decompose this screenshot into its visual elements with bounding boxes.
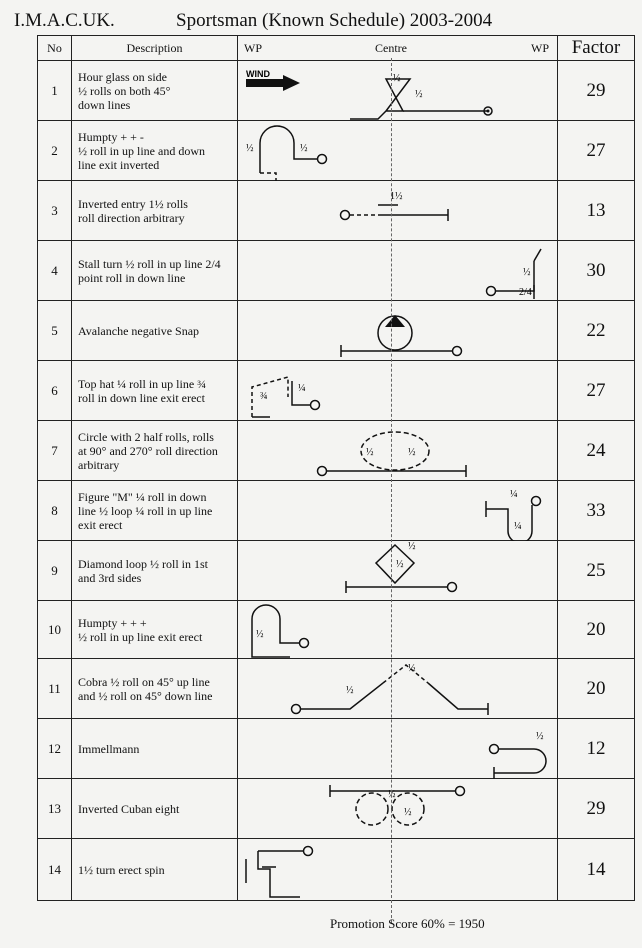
figure-description <box>72 361 238 421</box>
figure-diagram <box>238 541 558 601</box>
figure-diagram <box>238 481 558 541</box>
exit-circle <box>292 705 301 714</box>
figure-diagram <box>238 361 558 421</box>
figure-diagram <box>238 61 558 121</box>
description-line: point roll in down line <box>78 270 186 285</box>
roll-label: ½ <box>408 447 416 458</box>
figure-number: 7 <box>38 421 72 481</box>
description-line: line ½ loop ¼ roll in up line <box>78 503 213 518</box>
figure-number: 9 <box>38 541 72 601</box>
table-row <box>38 301 635 361</box>
col-wp-left: WP <box>244 41 262 55</box>
figure-description <box>72 541 238 601</box>
figure-description <box>72 421 238 481</box>
figure-factor: 20 <box>558 659 635 719</box>
roll-label: ½ <box>536 731 544 742</box>
figure-number: 5 <box>38 301 72 361</box>
exit-circle <box>453 347 462 356</box>
figure-diagram <box>238 241 558 301</box>
description-line: ½ roll in up line exit erect <box>78 629 203 644</box>
figure-factor: 29 <box>558 61 635 121</box>
description-line: Avalanche negative Snap <box>78 323 200 338</box>
figure-drawing <box>238 659 558 719</box>
exit-circle <box>532 497 541 506</box>
figure-factor: 27 <box>558 121 635 181</box>
figure-factor: 33 <box>558 481 635 541</box>
table-row <box>38 779 635 839</box>
description-line: exit erect <box>78 517 123 532</box>
roll-label: ¼ <box>514 521 522 532</box>
roll-label: ½ <box>346 685 354 696</box>
figure-factor: 30 <box>558 241 635 301</box>
figure-factor: 14 <box>558 839 635 901</box>
figure-half-loop <box>534 749 546 773</box>
figure-description <box>72 241 238 301</box>
figure-drawing <box>238 301 558 361</box>
exit-circle <box>300 639 309 648</box>
figure-diagram <box>238 181 558 241</box>
roll-label: 1½ <box>390 191 403 202</box>
figure-drawing <box>238 601 558 659</box>
figure-diagram <box>238 121 558 181</box>
exit-circle <box>490 745 499 754</box>
exit-circle <box>341 211 350 220</box>
figure-number: 3 <box>38 181 72 241</box>
figure-factor: 12 <box>558 719 635 779</box>
table-row <box>38 241 635 301</box>
roll-label: ½ <box>404 807 412 818</box>
description-line: Humpty + + + <box>78 615 147 630</box>
figure-description <box>72 481 238 541</box>
figure-cobra-down <box>428 683 488 709</box>
roll-label: ½ <box>415 89 423 100</box>
figure-tophat <box>252 377 288 417</box>
figure-number: 11 <box>38 659 72 719</box>
figure-spin <box>258 851 270 889</box>
exit-circle <box>318 467 327 476</box>
figure-number: 4 <box>38 241 72 301</box>
figure-drawing <box>238 541 558 601</box>
roll-label: ½ <box>523 267 531 278</box>
description-line: Humpty + + - <box>78 129 144 144</box>
figure-drawing <box>238 719 558 779</box>
table-row <box>38 361 635 421</box>
figure-cobra-up <box>300 683 383 709</box>
exit-circle <box>318 155 327 164</box>
figure-diagram <box>238 839 558 901</box>
figure-drawing <box>238 779 558 839</box>
table-row <box>38 61 635 121</box>
description-line: at 90° and 270° roll direction <box>78 443 218 458</box>
table-row <box>38 839 635 901</box>
col-factor: Factor <box>558 36 635 61</box>
figure-peak <box>534 249 541 261</box>
roll-label: ½ <box>366 447 374 458</box>
description-line: and ½ roll on 45° down line <box>78 688 213 703</box>
description-line: Cobra ½ roll on 45° up line <box>78 674 210 689</box>
roll-label: ½ <box>396 559 404 570</box>
schedule-title: Sportsman (Known Schedule) 2003-2004 <box>176 10 493 31</box>
figure-drawing <box>238 61 558 121</box>
figure-number: 1 <box>38 61 72 121</box>
table-row <box>38 719 635 779</box>
promotion-score: Promotion Score 60% = 1950 <box>330 916 485 931</box>
figure-diagram <box>238 301 558 361</box>
table-row <box>38 181 635 241</box>
description-line: down lines <box>78 97 131 112</box>
figure-factor: 24 <box>558 421 635 481</box>
figure-factor: 25 <box>558 541 635 601</box>
table-row <box>38 601 635 659</box>
roll-label: ½ <box>408 541 416 552</box>
description-line: and 3rd sides <box>78 570 142 585</box>
roll-label: ½ <box>408 663 416 674</box>
col-figure <box>238 36 558 61</box>
organisation-name: I.M.A.C.UK. <box>14 10 115 31</box>
description-line: Diamond loop ½ roll in 1st <box>78 556 208 571</box>
col-description: Description <box>72 36 238 61</box>
figure-m-loop <box>508 531 532 541</box>
description-line: Figure "M" ¼ roll in down <box>78 489 207 504</box>
exit-circle <box>487 287 496 296</box>
figure-description <box>72 779 238 839</box>
col-wp-right: WP <box>531 41 549 55</box>
figure-number: 8 <box>38 481 72 541</box>
figure-factor: 13 <box>558 181 635 241</box>
table-row <box>38 481 635 541</box>
description-line: Inverted Cuban eight <box>78 801 180 816</box>
figure-number: 14 <box>38 839 72 901</box>
description-line: roll in down line exit erect <box>78 390 205 405</box>
roll-label: ½ <box>388 789 396 800</box>
figure-drawing <box>238 839 558 901</box>
description-line: ½ rolls on both 45° <box>78 83 171 98</box>
description-line: Inverted entry 1½ rolls <box>78 196 188 211</box>
table-row <box>38 659 635 719</box>
roll-label: ¾ <box>260 391 268 402</box>
figure-entry <box>252 645 290 657</box>
figure-factor: 22 <box>558 301 635 361</box>
figure-loop-left <box>356 793 388 825</box>
figure-drawing <box>238 361 558 421</box>
figure-description <box>72 659 238 719</box>
roll-label: 2/4 <box>519 287 532 298</box>
figure-cobra-top <box>383 665 428 683</box>
figure-number: 2 <box>38 121 72 181</box>
document-header <box>0 8 642 38</box>
description-line: Circle with 2 half rolls, rolls <box>78 429 214 444</box>
figure-description <box>72 181 238 241</box>
figure-description <box>72 61 238 121</box>
figure-factor: 27 <box>558 361 635 421</box>
description-line: ½ roll in up line and down <box>78 143 205 158</box>
roll-label: ½ <box>246 143 254 154</box>
figure-drawing <box>238 121 558 181</box>
figure-number: 13 <box>38 779 72 839</box>
exit-circle <box>448 583 457 592</box>
figure-diagram <box>238 659 558 719</box>
table-row <box>38 541 635 601</box>
figure-drawing <box>238 241 558 301</box>
roll-label: ¼ <box>510 489 518 500</box>
figure-diagram <box>238 421 558 481</box>
description-line: Hour glass on side <box>78 69 167 84</box>
schedule-table <box>37 35 635 901</box>
figure-diagram <box>238 601 558 659</box>
description-line: arbitrary <box>78 457 120 472</box>
figure-number: 10 <box>38 601 72 659</box>
description-line: line exit inverted <box>78 157 160 172</box>
figure-diagram <box>238 779 558 839</box>
col-no: No <box>38 36 72 61</box>
description-line: 1½ turn erect spin <box>78 862 165 877</box>
figure-humpty-down <box>280 619 300 643</box>
header-row <box>38 36 635 61</box>
exit-dot <box>487 110 490 113</box>
description-line: roll direction arbitrary <box>78 210 185 225</box>
table-row <box>38 121 635 181</box>
figure-diagram <box>238 719 558 779</box>
figure-exit <box>270 889 300 897</box>
figure-number: 6 <box>38 361 72 421</box>
figure-factor: 29 <box>558 779 635 839</box>
figure-hourglass <box>350 79 410 119</box>
description-line: Immellmann <box>78 741 140 756</box>
figure-m-down <box>486 509 508 531</box>
roll-label: ½ <box>300 143 308 154</box>
figure-humpty-top <box>260 126 294 143</box>
roll-label: ½ <box>393 73 401 84</box>
figure-drawing <box>238 421 558 481</box>
figure-description <box>72 121 238 181</box>
figure-drawing <box>238 481 558 541</box>
exit-circle <box>456 787 465 796</box>
centre-line <box>391 58 392 923</box>
description-line: Stall turn ½ roll in up line 2/4 <box>78 256 221 271</box>
wind-label: WIND <box>246 69 270 79</box>
figure-number: 12 <box>38 719 72 779</box>
col-centre: Centre <box>375 41 407 55</box>
figure-description <box>72 601 238 659</box>
figure-drawing <box>238 181 558 241</box>
table-row <box>38 421 635 481</box>
wind-indicator <box>246 69 300 91</box>
exit-circle <box>304 847 313 856</box>
exit-circle <box>311 401 320 410</box>
description-line: Top hat ¼ roll in up line ¾ <box>78 376 207 391</box>
roll-label: ½ <box>256 629 264 640</box>
figure-factor: 20 <box>558 601 635 659</box>
figure-description <box>72 301 238 361</box>
roll-label: ¼ <box>298 383 306 394</box>
figure-humpty-top <box>252 605 280 619</box>
figure-description <box>72 839 238 901</box>
figure-description <box>72 719 238 779</box>
